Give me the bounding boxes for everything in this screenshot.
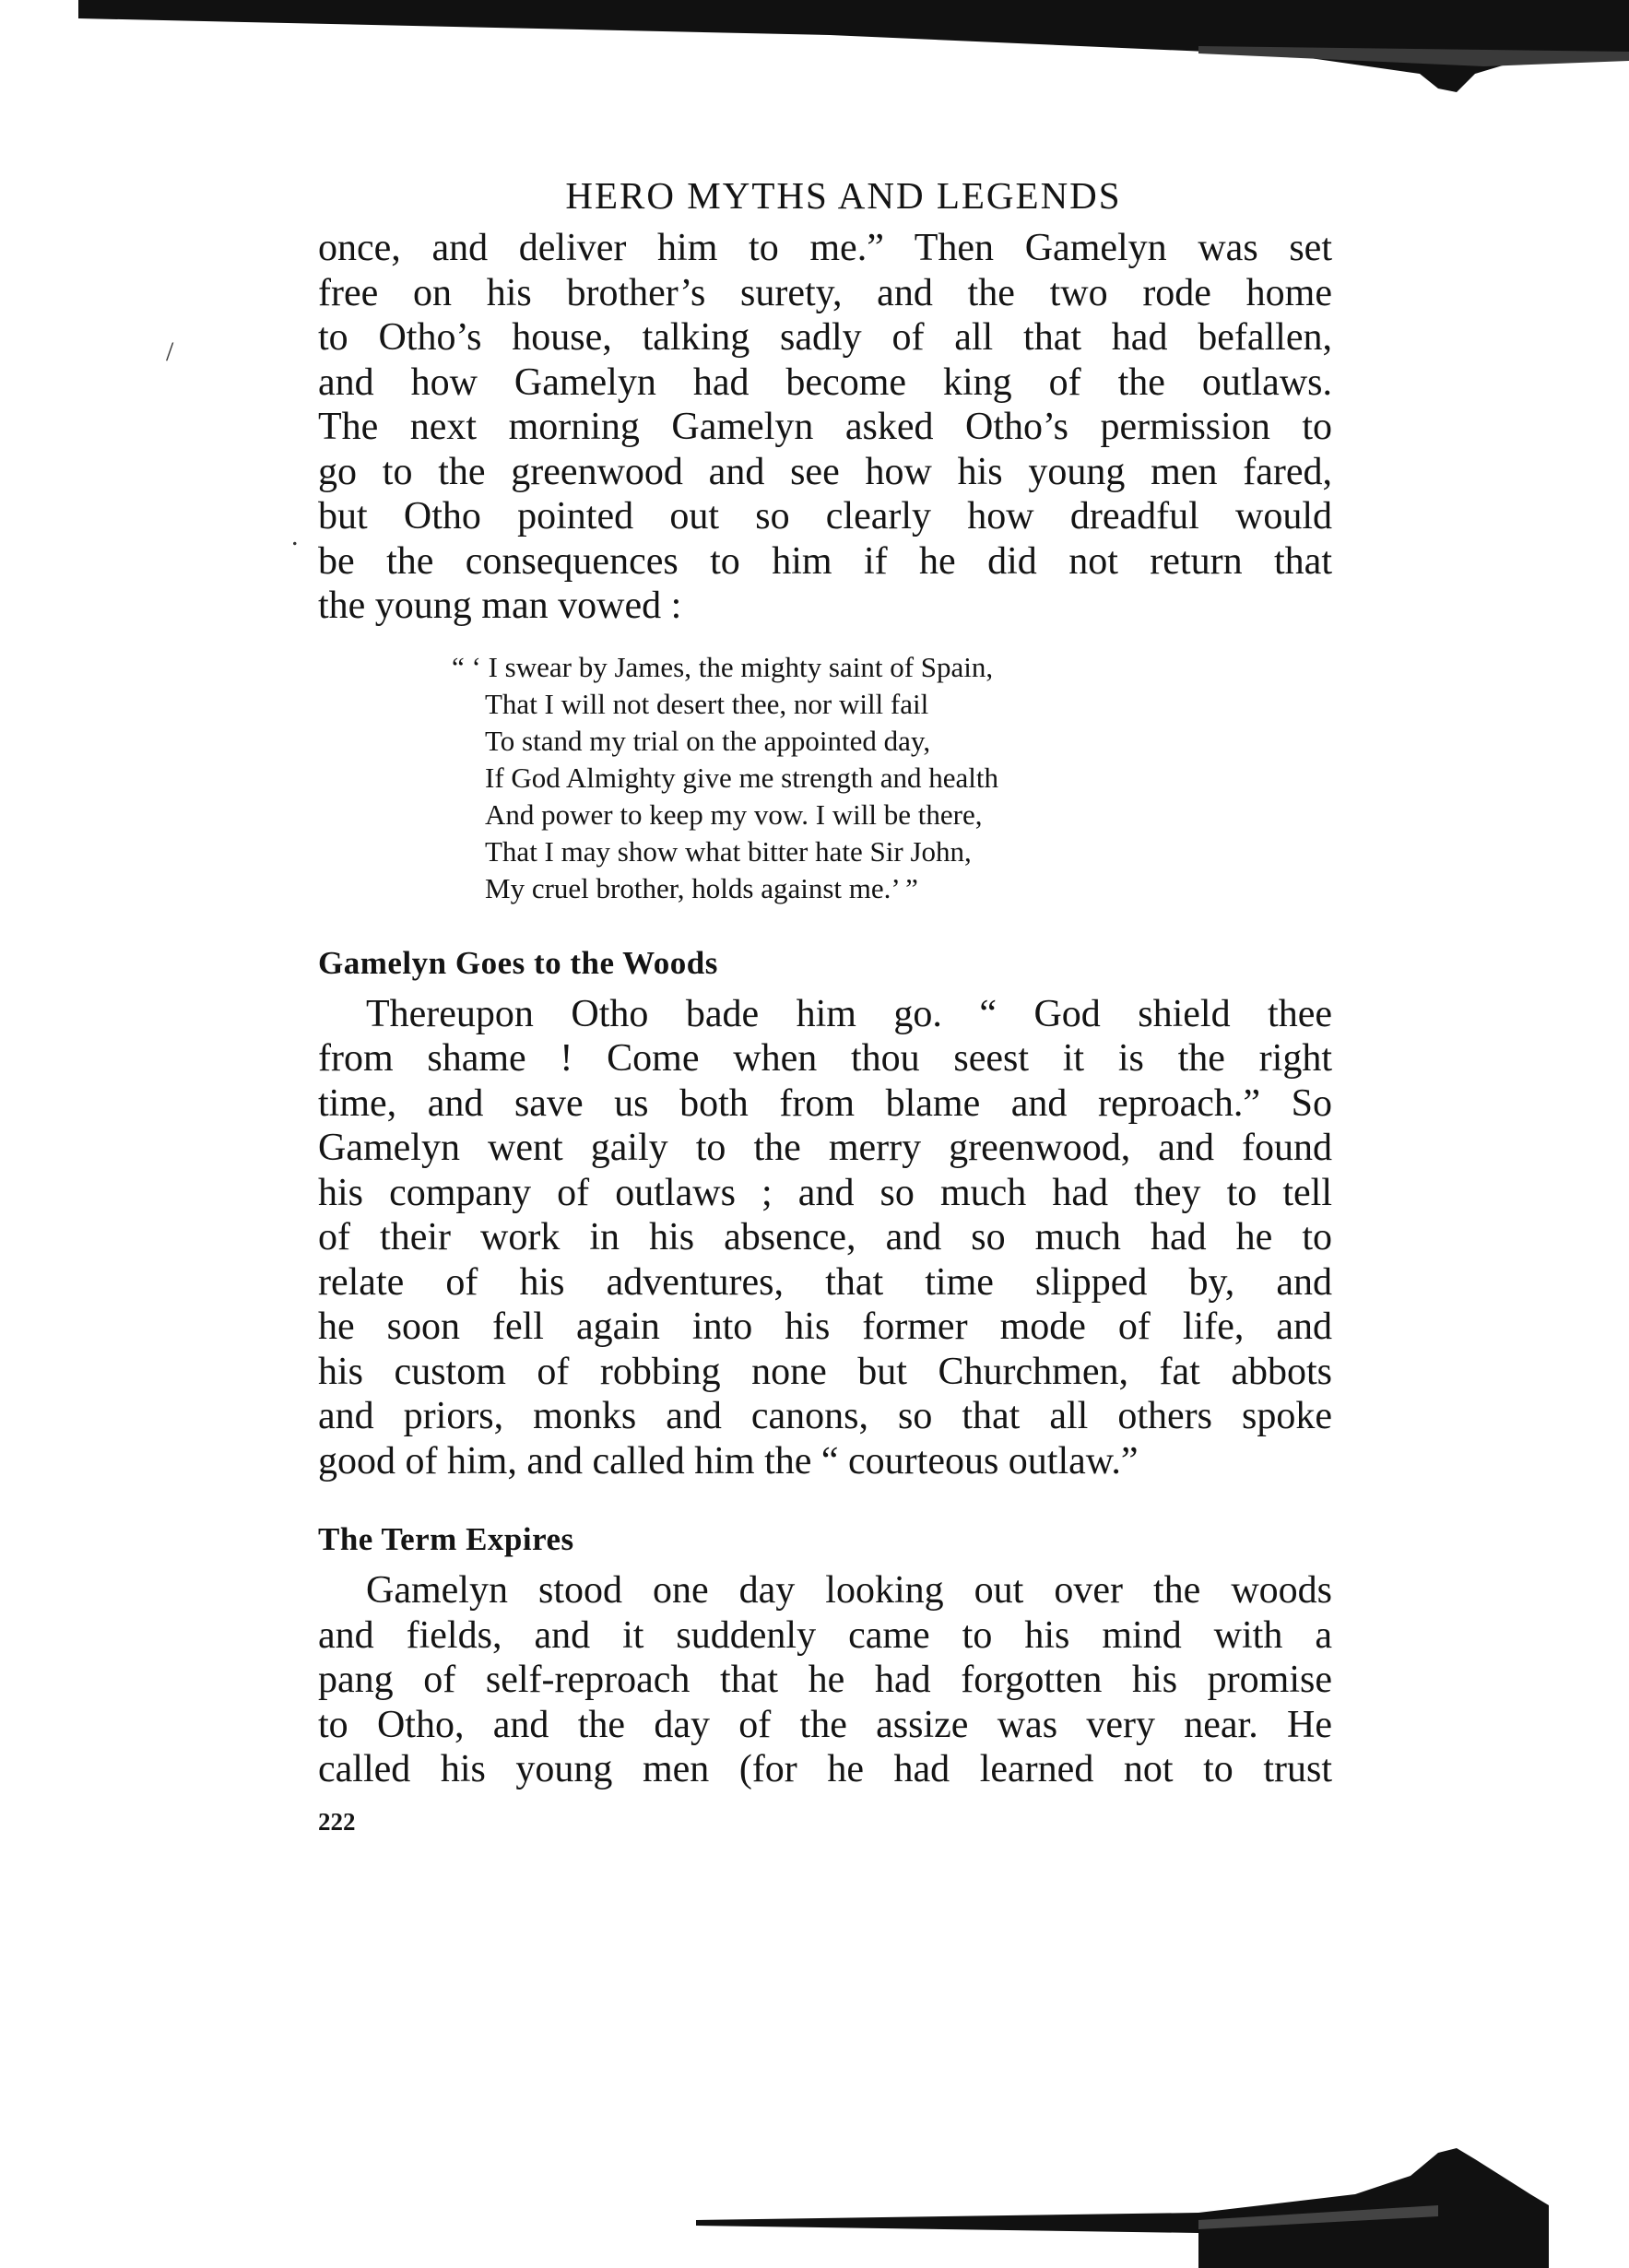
verse-line: “ ‘ I swear by James, the mighty saint of Spain, xyxy=(452,650,994,683)
verse-line: That I may show what bitter hate Sir John, xyxy=(485,834,972,868)
verse-line: That I will not desert thee, nor will fail xyxy=(485,687,929,720)
paragraph-1 xyxy=(318,226,1332,629)
text-line: but Otho pointed out so clearly how dreadful would xyxy=(318,495,1332,537)
text-line: good of him, and called him the “ courteous outlaw.” xyxy=(318,1439,1139,1482)
text-line: Gamelyn stood one day looking out over the woods xyxy=(366,1569,1332,1612)
text-line: relate of his adventures, that time slipped by, and xyxy=(318,1260,1332,1304)
verse-block xyxy=(452,649,1332,907)
text-line: once, and deliver him to me.” Then Gamelyn was set xyxy=(318,227,1332,269)
section-heading: The Term Expires xyxy=(318,1521,574,1557)
margin-mark: / xyxy=(166,337,174,367)
verse-line: And power to keep my vow. I will be there, xyxy=(485,797,983,831)
text-line: go to the greenwood and see how his young men fared, xyxy=(318,450,1332,493)
section-heading: Gamelyn Goes to the Woods xyxy=(318,944,718,981)
verse-line: My cruel brother, holds against me.’ ” xyxy=(485,871,918,904)
text-line: and priors, monks and canons, so that all others spoke xyxy=(318,1395,1332,1437)
scan-edge-bottom xyxy=(0,2120,1629,2268)
paragraph-2 xyxy=(318,992,1332,1484)
text-line: to Otho, and the day of the assize was very near. He xyxy=(318,1703,1332,1746)
margin-dot: . xyxy=(291,521,299,551)
text-line: the young man vowed : xyxy=(318,585,682,627)
text-line: called his young men (for he had learned not to trust xyxy=(318,1748,1332,1790)
book-page xyxy=(318,171,1332,1838)
text-line: time, and save us both from blame and reproach.” So xyxy=(318,1081,1332,1125)
page-number: 222 xyxy=(318,1807,356,1836)
text-line: and fields, and it suddenly came to his mind with a xyxy=(318,1613,1332,1657)
text-line: Gamelyn went gaily to the merry greenwood, and found xyxy=(318,1127,1332,1169)
text-line: to Otho’s house, talking sadly of all that had befallen, xyxy=(318,316,1332,359)
text-line: he soon fell again into his former mode of life, and xyxy=(318,1305,1332,1348)
paragraph-3 xyxy=(318,1568,1332,1792)
text-line: and how Gamelyn had become king of the outlaws. xyxy=(318,360,1332,404)
text-line: free on his brother’s surety, and the two rode home xyxy=(318,271,1332,314)
verse-line: If God Almighty give me strength and health xyxy=(485,761,999,794)
text-line: from shame ! Come when thou seest it is the right xyxy=(318,1037,1332,1080)
text-line: The next morning Gamelyn asked Otho’s permission to xyxy=(318,406,1332,448)
text-line: Thereupon Otho bade him go. “ God shield thee xyxy=(366,992,1332,1035)
scan-edge-top xyxy=(0,0,1629,111)
text-line: his custom of robbing none but Churchmen, fat abbots xyxy=(318,1350,1332,1393)
running-head: HERO MYTHS AND LEGENDS xyxy=(565,174,1122,217)
text-line: pang of self-reproach that he had forgotten his promise xyxy=(318,1659,1332,1701)
verse-line: To stand my trial on the appointed day, xyxy=(485,724,931,757)
text-line: of their work in his absence, and so much had he to xyxy=(318,1216,1332,1258)
text-line: be the consequences to him if he did not return that xyxy=(318,539,1332,583)
text-line: his company of outlaws ; and so much had they to tell xyxy=(318,1171,1332,1214)
